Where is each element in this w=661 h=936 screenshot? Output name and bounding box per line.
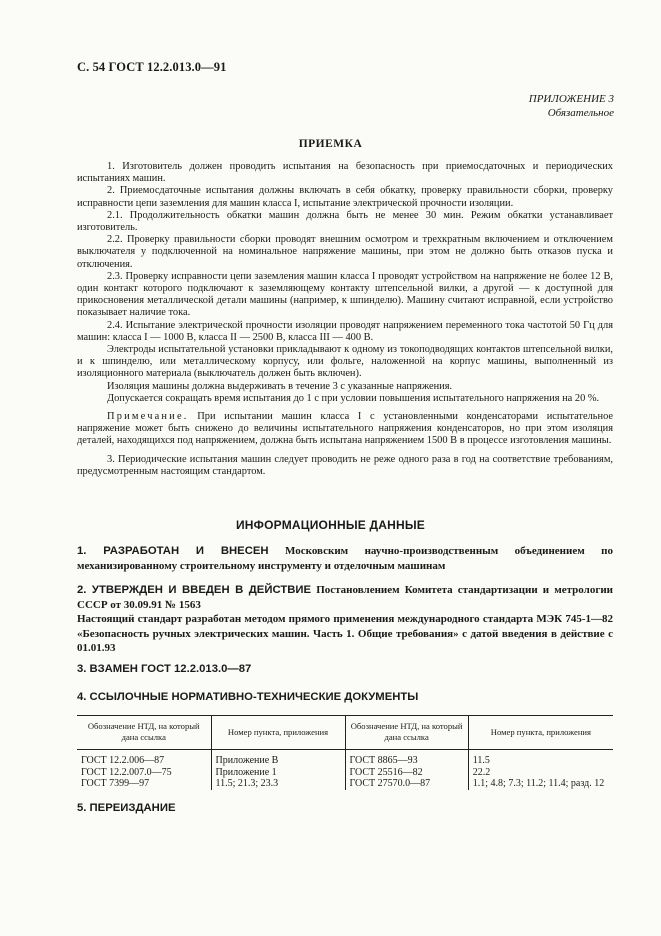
paragraph-shorten: Допускается сокращать время испытания до 1 с при условии повышения испытательного напряжения на 20 %. bbox=[107, 392, 600, 404]
table-header-cell: Обозначение НТД, на который дана ссылка bbox=[345, 716, 468, 750]
info-item-4 bbox=[77, 690, 613, 705]
paragraph-3: 3. Периодические испытания машин следует проводить не реже одного раза в год на соответствие требованиям, предусмотренным настоящим стандартом. bbox=[77, 453, 613, 477]
table-cell-line: ГОСТ 25516—82 bbox=[349, 766, 423, 778]
note-label: Примечание. bbox=[107, 411, 189, 423]
table-cell-line: ГОСТ 27570.0—87 bbox=[349, 778, 431, 789]
appendix-status: Обязательное bbox=[547, 107, 614, 119]
table-header-row bbox=[77, 716, 613, 750]
table-cell-col2 bbox=[211, 750, 345, 790]
table-cell-line: 11.5; 21.3; 23.3 bbox=[215, 778, 279, 789]
paragraph-2: 2. Приемосдаточные испытания должны включать в себя обкатку, проверку правильности сборки, проверку исправности цепи заземления для машин класса I, испытание электрической прочности изоляции. bbox=[77, 185, 613, 209]
table-cell-line: Приложение В bbox=[215, 755, 279, 766]
appendix-label bbox=[529, 92, 614, 120]
paragraph-2-4: 2.4. Испытание электрической прочности изоляции проводят напряжением переменного тока частотой 50 Гц для машин: класса I — 1000 В, класса II — 2500 В, класса III — 400 В. bbox=[77, 319, 613, 343]
paragraph-insulation: Изоляция машины должна выдерживать в течение 3 с указанные напряжения. bbox=[107, 380, 453, 392]
info-item-1-head: 1. РАЗРАБОТАН И ВНЕСЕН bbox=[77, 545, 269, 557]
table-header-cell: Номер пункта, приложения bbox=[211, 716, 345, 750]
info-item-2 bbox=[77, 583, 613, 656]
table-cell-line: ГОСТ 12.2.006—87 bbox=[81, 755, 165, 766]
note bbox=[77, 411, 613, 448]
paragraph-2-3: 2.3. Проверку исправности цепи заземления машин класса I проводят устройством на напряжение не более 12 В, один контакт которого подключают к заземляющему контакту штепсельной вилки, а другой — к доступной для прикосновения металлической детали машины (например, к шпинделю). Машину считают исправной, если устройство показывает наличие тока. bbox=[77, 270, 613, 319]
table-cell-line: ГОСТ 12.2.007.0—75 bbox=[81, 766, 172, 778]
table-cell-col4 bbox=[468, 750, 613, 790]
info-item-2-text: Постановлением Комитета стандартизации и метрологии СССР от 30.09.91 № 1563 bbox=[77, 584, 613, 611]
table-cell-line: Приложение 1 bbox=[215, 766, 277, 778]
info-item-4-text: 4. ССЫЛОЧНЫЕ НОРМАТИВНО-ТЕХНИЧЕСКИЕ ДОКУМЕНТЫ bbox=[77, 691, 419, 703]
info-item-5-text: 5. ПЕРЕИЗДАНИЕ bbox=[77, 802, 176, 814]
table-header-cell: Номер пункта, приложения bbox=[468, 716, 613, 750]
table-row bbox=[77, 750, 613, 790]
table-cell-line: ГОСТ 8865—93 bbox=[349, 755, 418, 766]
paragraph-2-1: 2.1. Продолжительность обкатки машин должна быть не менее 30 мин. Режим обкатки устанавливает изготовитель. bbox=[77, 209, 613, 234]
note-text: При испытании машин класса I с установленными конденсаторами испытательное напряжение может быть снижено до величины испытательного напряжения конденсаторов, но при этом изоляция деталей, находящихся под напряжением, должна быть испытана напряжением 1500 В в процессе изготовления машины. bbox=[77, 411, 613, 447]
info-title: ИНФОРМАЦИОННЫЕ ДАННЫЕ bbox=[235, 518, 426, 532]
info-item-3 bbox=[77, 662, 613, 677]
paragraph-1: 1. Изготовитель должен проводить испытания на безопасность при приемосдаточных и периодических испытаниях машин. bbox=[77, 161, 613, 185]
table-header-cell: Обозначение НТД, на который дана ссылка bbox=[77, 716, 211, 750]
info-item-2-extra: Настоящий стандарт разработан методом прямого применения международного стандарта МЭК 745-1—82 «Безопасность ручных электрических машин. Часть 1. Общие требования» с датой введения в действие с 01.01.93 bbox=[77, 613, 613, 654]
section-title: ПРИЕМКА bbox=[298, 138, 363, 150]
table-cell-line: 22.2 bbox=[472, 766, 491, 778]
appendix-title: ПРИЛОЖЕНИЕ 3 bbox=[528, 93, 614, 105]
table-cell-col3 bbox=[345, 750, 468, 790]
page-header: С. 54 ГОСТ 12.2.013.0—91 bbox=[77, 60, 227, 74]
paragraph-electrodes: Электроды испытательной установки прикладывают к одному из токоподводящих контактов штепсельной вилки, и к шпинделю, или металлическому корпусу, или фольге, наложенной на корпус машины, выполненный из изоляционного материала (выключатель должен быть включен). bbox=[77, 344, 613, 380]
info-item-1 bbox=[77, 544, 613, 573]
paragraph-2-2: 2.2. Проверку правильности сборки проводят внешним осмотром и трехкратным включением и отключением выключателя у подключенной на номинальное напряжение машины, при этом не должно быть отказов пуска и отключения. bbox=[77, 234, 613, 270]
acceptance-text bbox=[77, 161, 613, 478]
info-item-1-text: Московским научно-производственным объединением по механизированному строительному инструменту и отделочным машинам bbox=[77, 545, 613, 572]
info-item-2-head: 2. УТВЕРЖДЕН И ВВЕДЕН В ДЕЙСТВИЕ bbox=[77, 584, 312, 596]
reference-docs-table bbox=[77, 715, 613, 790]
table-cell-line: 11.5 bbox=[472, 755, 490, 766]
info-item-3-text: 3. ВЗАМЕН ГОСТ 12.2.013.0—87 bbox=[77, 663, 252, 675]
table-cell-col1 bbox=[77, 750, 211, 790]
table-cell-line: 1.1; 4.8; 7.3; 11.2; 11.4; разд. 12 bbox=[472, 778, 605, 789]
info-item-5 bbox=[77, 801, 613, 816]
table-cell-line: ГОСТ 7399—97 bbox=[81, 778, 150, 789]
